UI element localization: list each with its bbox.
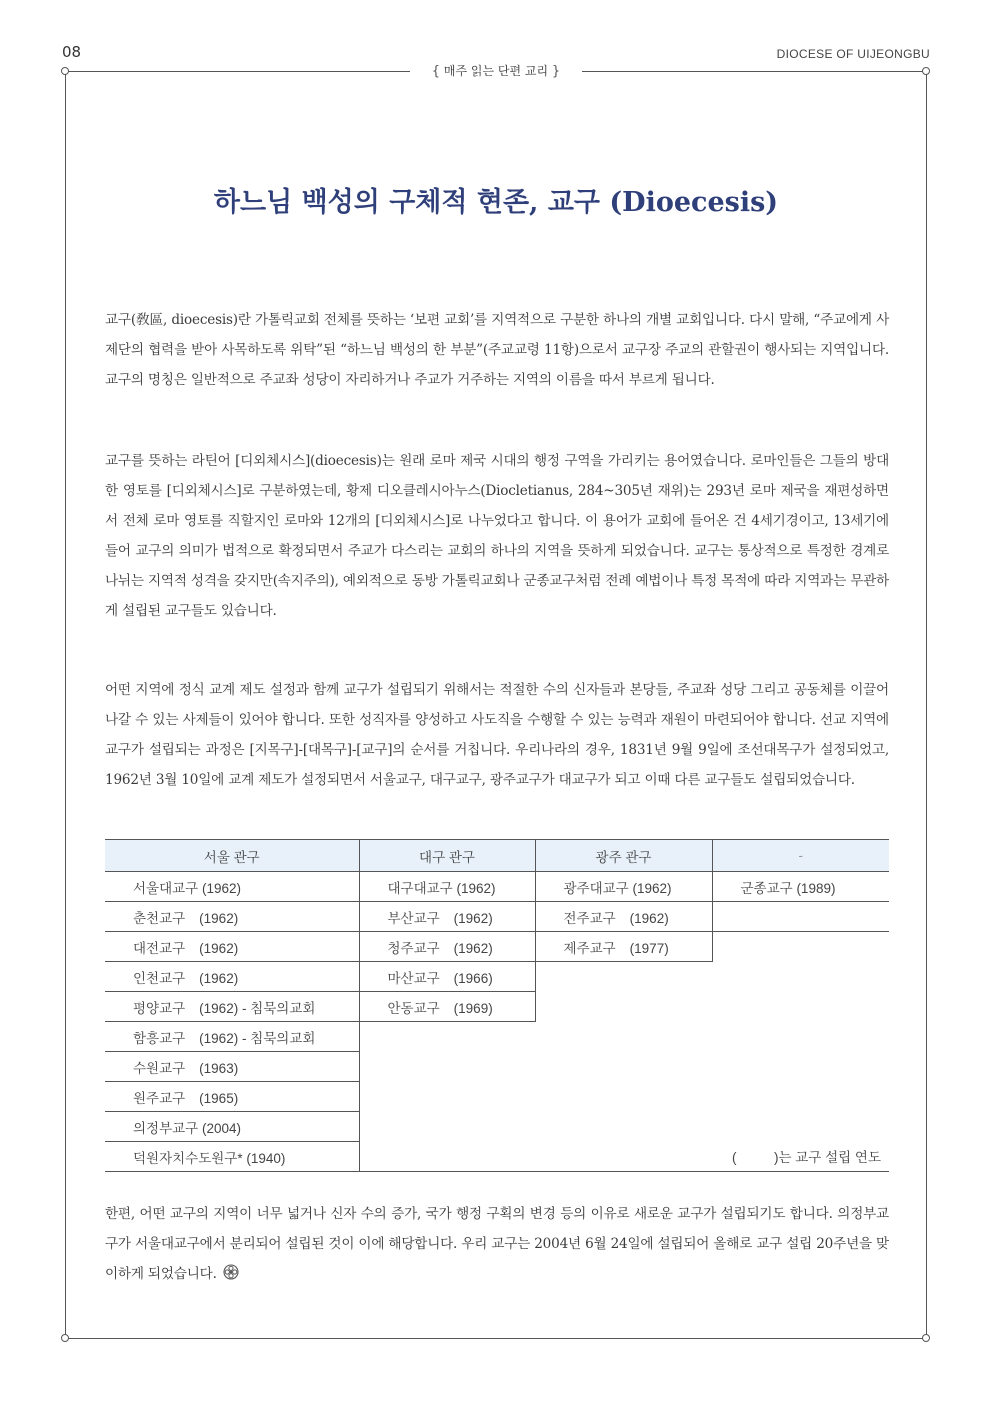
- series-title: 매주 읽는 단편 교리: [443, 64, 549, 78]
- table-row: [105, 1082, 889, 1112]
- table-header-row: [105, 840, 889, 872]
- frame-bottom-line: [65, 1338, 927, 1339]
- end-mark-flower-icon: [223, 1264, 239, 1280]
- header-gwangju-province: 광주 관구: [535, 840, 712, 872]
- diocese-cell: 마산교구 (1966): [359, 962, 535, 992]
- frame-corner-dot: [61, 1334, 69, 1342]
- table-row: [105, 1142, 889, 1172]
- left-brace-icon: {: [431, 64, 441, 79]
- diocese-cell: 평양교구 (1962) - 침묵의교회: [105, 992, 359, 1022]
- table-row: [105, 1052, 889, 1082]
- diocese-cell: 제주교구 (1977): [535, 932, 712, 962]
- table-footnote: ( )는 교구 설립 연도: [712, 1142, 889, 1172]
- series-title-box: [410, 62, 582, 82]
- diocese-cell: 전주교구 (1962): [535, 902, 712, 932]
- paragraph-etymology: 교구를 뜻하는 라틴어 [디외체시스](dioecesis)는 원래 로마 제국 시대의 행정 구역을 가리키는 용어였습니다. 로마인들은 그들의 방대한 영토를 [디외체시스]로 구분하였는데, 황제 디오클레시아누스(Diocletianus, 284~305년 재위)는 293년 로마 제국을 재편성하면서 전체 로마 영토를 직할지인 로마와 12개의 [디외체시스]로 나누었다고 합니다. 이 용어가 교회에 들어온 건 4세기경이고, 13세기에 들어 교구의 의미가 법적으로 확정되면서 주교가 다스리는 교회의 하나의 지역을 뜻하게 되었습니다. 교구는 통상적으로 특정한 경계로 나뉘는 지역적 성격을 갖지만(속지주의), 예외적으로 동방 가톨릭교회나 군종교구처럼 전례 예법이나 특정 목적에 따라 지역과는 무관하게 설립된 교구들도 있습니다.: [105, 453, 889, 619]
- diocese-cell: 서울대교구 (1962): [105, 872, 359, 902]
- header-other: -: [712, 840, 889, 872]
- diocese-cell: 대구대교구 (1962): [359, 872, 535, 902]
- table-row: [105, 932, 889, 962]
- table-row: [105, 1022, 889, 1052]
- diocese-cell: 인천교구 (1962): [105, 962, 359, 992]
- diocese-cell: 청주교구 (1962): [359, 932, 535, 962]
- table-row: [105, 902, 889, 932]
- paragraph-definition: 교구(敎區, dioecesis)란 가톨릭교회 전체를 뜻하는 ‘보편 교회’를 지역적으로 구분한 하나의 개별 교회입니다. 다시 말해, “주교에게 사제단의 협력을 받아 사목하도록 위탁”된 “하느님 백성의 한 부분”(주교교령 11항)으로서 교구장 주교의 관할권이 행사되는 지역입니다. 교구의 명칭은 일반적으로 주교좌 성당이 자리하거나 주교가 거주하는 지역의 이름을 따서 부르게 됩니다.: [105, 312, 889, 388]
- diocese-table: [105, 839, 889, 1172]
- frame-right-line: [926, 71, 927, 1339]
- diocese-cell: 춘천교구 (1962): [105, 902, 359, 932]
- frame-corner-dot: [922, 1334, 930, 1342]
- header-seoul-province: 서울 관구: [105, 840, 359, 872]
- table-row: [105, 1112, 889, 1142]
- publisher-name: DIOCESE OF UIJEONGBU: [776, 47, 930, 61]
- header-daegu-province: 대구 관구: [359, 840, 535, 872]
- table-row: [105, 872, 889, 902]
- diocese-cell: 광주대교구 (1962): [535, 872, 712, 902]
- paragraph-uijeongbu-text: 한편, 어떤 교구의 지역이 너무 넓거나 신자 수의 증가, 국가 행정 구획의 변경 등의 이유로 새로운 교구가 설립되기도 합니다. 의정부교구가 서울대교구에서 분리되어 설립된 것이 이에 해당합니다. 우리 교구는 2004년 6월 24일에 설립되어 올해로 교구 설립 20주년을 맞이하게 되었습니다.: [105, 1206, 889, 1282]
- frame-left-line: [65, 71, 66, 1339]
- diocese-cell: 덕원자치수도원구* (1940): [105, 1142, 359, 1172]
- diocese-cell: 군종교구 (1989): [712, 872, 889, 902]
- frame-corner-dot: [922, 67, 930, 75]
- diocese-cell: 수원교구 (1963): [105, 1052, 359, 1082]
- paragraph-establishment: 어떤 지역에 정식 교계 제도 설정과 함께 교구가 설립되기 위해서는 적절한 수의 신자들과 본당들, 주교좌 성당 그리고 공동체를 이끌어 나갈 수 있는 사제들이 있어야 합니다. 또한 성직자를 양성하고 사도직을 수행할 수 있는 능력과 재원이 마련되어야 합니다. 선교 지역에 교구가 설립되는 과정은 [지목구]-[대목구]-[교구]의 순서를 거칩니다. 우리나라의 경우, 1831년 9월 9일에 조선대목구가 설정되었고, 1962년 3월 10일에 교계 제도가 설정되면서 서울교구, 대구교구, 광주교구가 대교구가 되고 이때 다른 교구들도 설립되었습니다.: [105, 682, 889, 788]
- diocese-cell: 안동교구 (1969): [359, 992, 535, 1022]
- diocese-cell: 부산교구 (1962): [359, 902, 535, 932]
- article-title: 하느님 백성의 구체적 현존, 교구 (Dioecesis): [213, 187, 779, 218]
- right-brace-icon: }: [551, 64, 561, 79]
- page-number: 08: [62, 43, 82, 61]
- diocese-cell: 대전교구 (1962): [105, 932, 359, 962]
- table-row: [105, 962, 889, 992]
- paragraph-uijeongbu: [105, 1199, 889, 1289]
- frame-corner-dot: [61, 67, 69, 75]
- diocese-cell: 함흥교구 (1962) - 침묵의교회: [105, 1022, 359, 1052]
- table-row: [105, 992, 889, 1022]
- diocese-cell: 원주교구 (1965): [105, 1082, 359, 1112]
- diocese-cell: 의정부교구 (2004): [105, 1112, 359, 1142]
